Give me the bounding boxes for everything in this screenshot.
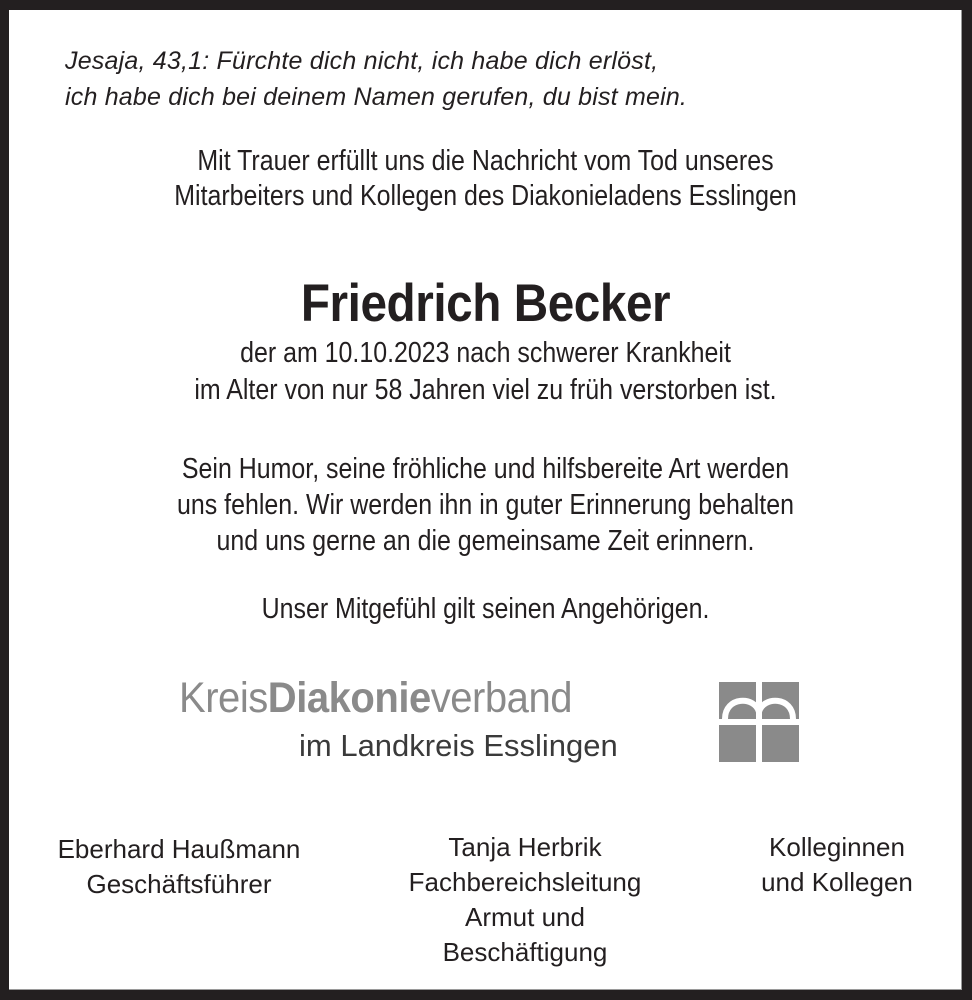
logo-word-verband: verband — [430, 674, 573, 722]
tribute-line-3: und uns gerne an die gemeinsame Zeit erinnern. — [216, 525, 755, 557]
logo-wordmark — [179, 674, 572, 723]
logo-subtitle: im Landkreis Esslingen — [299, 728, 618, 763]
obituary-notice — [9, 10, 962, 990]
signature-title-line-2: Armut und — [465, 902, 585, 932]
deceased-name: Friedrich Becker — [300, 274, 671, 333]
tribute-line-1: Sein Humor, seine fröhliche und hilfsbereite Art werden — [181, 453, 790, 485]
bible-quote-line-2: ich habe dich bei deinem Namen gerufen, du bist mein. — [65, 83, 688, 111]
signature-title-line-3: Beschäftigung — [442, 937, 608, 967]
death-date-line: der am 10.10.2023 nach schwerer Krankheit — [240, 337, 731, 369]
age-line: im Alter von nur 58 Jahren viel zu früh verstorben ist. — [194, 374, 777, 406]
signature-line-2: und Kollegen — [761, 867, 913, 897]
intro-line-2: Mitarbeiters und Kollegen des Diakonieladens Esslingen — [174, 180, 797, 212]
logo-word-kreis: Kreis — [179, 674, 268, 722]
signature-line-1: Kolleginnen — [769, 832, 905, 862]
signature-department-head — [365, 830, 685, 970]
intro-line-1: Mit Trauer erfüllt uns die Nachricht vom Tod unseres — [197, 145, 774, 177]
signature-name: Eberhard Haußmann — [57, 834, 301, 864]
signature-colleagues — [677, 830, 972, 900]
bible-quote-line-1: Jesaja, 43,1: Fürchte dich nicht, ich habe dich erlöst, — [65, 47, 659, 75]
signature-title: Geschäftsführer — [86, 869, 272, 899]
kreisdiakonieverband-logo — [179, 674, 799, 774]
logo-word-diakonie: Diakonie — [267, 674, 431, 722]
tribute-line-2: uns fehlen. Wir werden ihn in guter Erinnerung behalten — [177, 489, 794, 521]
signature-managing-director — [19, 832, 339, 902]
signature-title: Fachbereichsleitung — [408, 867, 642, 897]
signature-name: Tanja Herbrik — [448, 832, 602, 862]
condolence-line: Unser Mitgefühl gilt seinen Angehörigen. — [261, 593, 710, 625]
diakonie-cross-logo-icon — [719, 682, 799, 762]
